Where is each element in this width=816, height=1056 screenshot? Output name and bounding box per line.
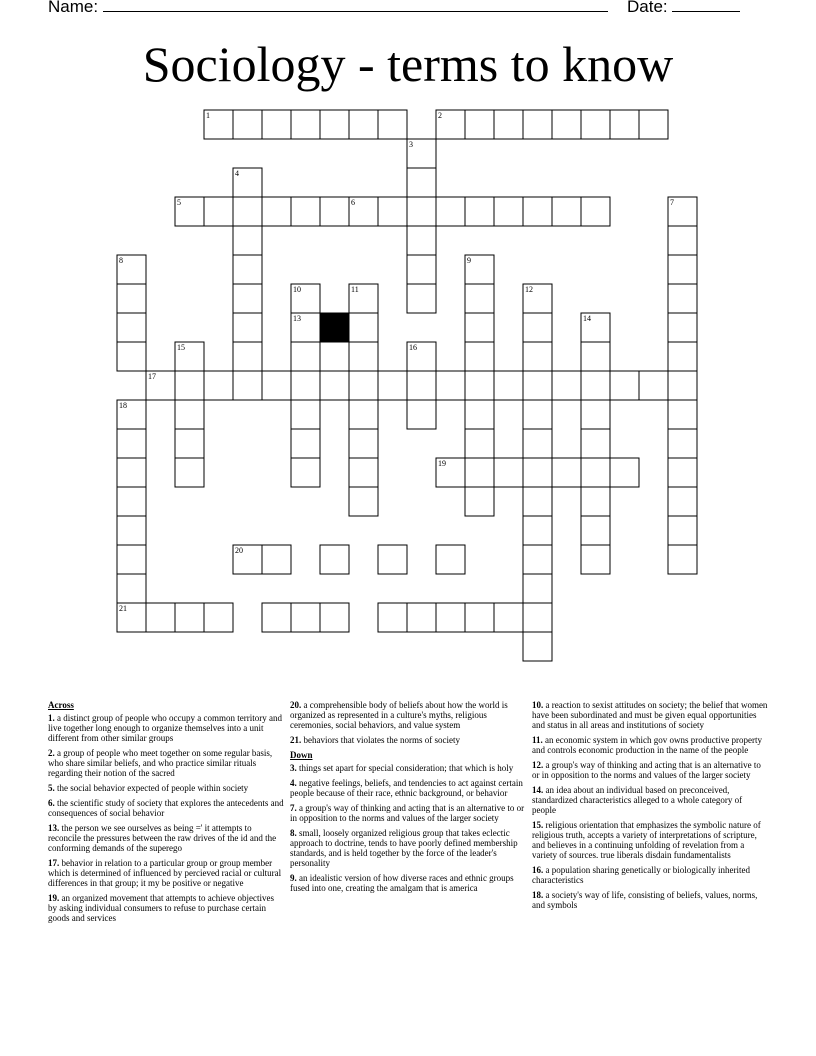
clue-text: a group of people who meet together on some regular basis, who share similar beliefs, and who practice similar rituals regarding their notion of the sacred [48,748,273,778]
clue-item [290,735,526,745]
grid-cell[interactable] [465,487,494,516]
clue-text: the social behavior expected of people within society [54,783,249,793]
grid-cell[interactable] [291,342,320,371]
clue-number-label: 4 [235,169,239,178]
clue-number: 5. [48,783,55,793]
clue-text: a group's way of thinking and acting that is an alternative to or in opposition to the norms and values of the larger society [290,803,525,823]
grid-cell[interactable] [233,313,262,342]
clue-number-label: 9 [467,256,471,265]
grid-cell[interactable] [407,603,436,632]
clue-number-label: 21 [119,604,127,613]
clue-item [48,893,284,923]
grid-cell[interactable] [465,429,494,458]
grid-cell[interactable] [523,545,552,574]
grid-cell[interactable] [523,574,552,603]
grid-cell[interactable] [668,226,697,255]
clue-item [290,778,526,798]
clue-item [290,828,526,868]
clue-text: things set apart for special consideration; that which is holy [296,763,514,773]
clue-item [532,865,768,885]
grid-cell[interactable] [320,545,349,574]
grid-cell[interactable] [233,110,262,139]
clue-item [532,735,768,755]
clue-number-label: 13 [293,314,301,323]
clue-text: behavior in relation to a particular group or group member which is determined of influenced by percieved racial or cultural differences in that group; it my be positive or negative [48,858,282,888]
grid-cell[interactable] [233,284,262,313]
grid-cell[interactable] [494,110,523,139]
clue-text: negative feelings, beliefs, and tendencies to act against certain people because of their race, ethnic background, or behavior [290,778,523,798]
grid-cell[interactable] [349,371,378,400]
clue-number-label: 2 [438,111,442,120]
grid-cell[interactable] [465,400,494,429]
grid-cell[interactable] [175,429,204,458]
clue-number: 14. [532,785,544,795]
clue-number-label: 1 [206,111,210,120]
grid-cell[interactable] [175,603,204,632]
clue-number-label: 5 [177,198,181,207]
grid-cell[interactable] [291,400,320,429]
grid-cell[interactable] [523,342,552,371]
grid-cell[interactable] [291,603,320,632]
grid-cell[interactable] [465,342,494,371]
clue-number: 17. [48,858,60,868]
clue-number: 4. [290,778,297,788]
grid-cell[interactable] [262,110,291,139]
grid-cell[interactable] [552,197,581,226]
clue-number-label: 17 [148,372,156,381]
grid-cell[interactable] [320,110,349,139]
clue-number: 21. [290,735,302,745]
clue-text: a population sharing genetically or biologically inherited characteristics [532,865,750,885]
grid-cell[interactable] [436,545,465,574]
grid-cell[interactable] [668,487,697,516]
name-label: Name: [48,0,99,16]
grid-cell[interactable] [349,429,378,458]
grid-cell[interactable] [204,603,233,632]
grid-cell[interactable] [610,371,639,400]
clue-text: an idealistic version of how diverse races and ethnic groups fused into one, creating the amalgam that is america [290,873,514,893]
grid-cell[interactable] [407,255,436,284]
grid-cell[interactable] [320,371,349,400]
grid-cell[interactable] [523,110,552,139]
clue-number: 1. [48,713,55,723]
grid-cell[interactable] [465,458,494,487]
clue-number-label: 20 [235,546,243,555]
clue-item [532,890,768,910]
grid-cell[interactable] [581,400,610,429]
grid-cell[interactable] [117,313,146,342]
grid-cell[interactable] [117,516,146,545]
clue-item [290,803,526,823]
grid-cell[interactable] [291,110,320,139]
grid-cell[interactable] [465,284,494,313]
grid-cell[interactable] [378,545,407,574]
clue-number: 18. [532,890,544,900]
grid-cell[interactable] [523,197,552,226]
grid-cell[interactable] [581,458,610,487]
grid-cell[interactable] [117,574,146,603]
grid-cell[interactable] [233,255,262,284]
grid-cell[interactable] [407,226,436,255]
grid-cell[interactable] [291,371,320,400]
grid-cell[interactable] [494,458,523,487]
clue-number: 12. [532,760,544,770]
across-heading: Across [48,700,74,710]
grid-cell[interactable] [407,168,436,197]
grid-cell[interactable] [175,371,204,400]
grid-cell[interactable] [378,371,407,400]
clue-item [48,823,284,853]
grid-cell[interactable] [581,487,610,516]
grid-cell[interactable] [349,313,378,342]
grid-cell[interactable] [639,371,668,400]
grid-cell[interactable] [233,197,262,226]
clue-text: a group's way of thinking and acting that is an alternative to or in opposition to the norms and values of the larger society [532,760,761,780]
grid-cell[interactable] [204,197,233,226]
clue-text: an economic system in which gov owns productive property and controls economic production in the name of the people [532,735,762,755]
grid-cell[interactable] [175,458,204,487]
grid-cell[interactable] [117,284,146,313]
grid-cell[interactable] [291,197,320,226]
clue-text: an idea about an individual based on preconceived, standardized characteristics alleged to a whole category of people [532,785,743,815]
clue-number-label: 10 [293,285,301,294]
clue-text: religious orientation that emphasizes the symbolic nature of religious truth, accepts a variety of interpretations of scripture, and believes in a continuing unfolding of revelation from a variety of sources. true liberals disdain fundamentalists [532,820,761,860]
grid-cell[interactable] [581,110,610,139]
grid-cell[interactable] [117,429,146,458]
date-label: Date: [627,0,668,16]
grid-cell[interactable] [552,458,581,487]
grid-cell[interactable] [291,458,320,487]
grid-cell[interactable] [523,603,552,632]
grid-cell[interactable] [407,197,436,226]
clue-item [48,798,284,818]
grid-cell[interactable] [668,545,697,574]
grid-cell[interactable] [117,458,146,487]
clue-number: 15. [532,820,544,830]
grid-cell[interactable] [407,371,436,400]
clue-number: 2. [48,748,55,758]
grid-cell[interactable] [668,429,697,458]
clue-number-label: 11 [351,285,359,294]
clue-number: 11. [532,735,543,745]
grid-cell[interactable] [668,458,697,487]
grid-cell[interactable] [668,516,697,545]
clue-item [48,858,284,888]
grid-cell[interactable] [523,632,552,661]
grid-cell[interactable] [581,342,610,371]
grid-cell[interactable] [175,400,204,429]
clue-number: 6. [48,798,55,808]
clue-number: 20. [290,700,302,710]
grid-cell[interactable] [262,603,291,632]
grid-black-cell [320,313,349,342]
clue-number: 13. [48,823,60,833]
grid-cell[interactable] [233,226,262,255]
clue-number: 10. [532,700,544,710]
grid-cell[interactable] [349,458,378,487]
grid-cell[interactable] [523,487,552,516]
clue-number-label: 6 [351,198,355,207]
grid-cell[interactable] [436,603,465,632]
clue-item [532,820,768,860]
grid-cell[interactable] [668,284,697,313]
clue-item [532,700,768,730]
grid-cell[interactable] [581,429,610,458]
grid-cell[interactable] [146,603,175,632]
grid-cell[interactable] [407,284,436,313]
grid-cell[interactable] [668,342,697,371]
clue-text: a society's way of life, consisting of beliefs, values, norms, and symbols [532,890,758,910]
grid-cell[interactable] [668,255,697,284]
grid-cell[interactable] [233,342,262,371]
grid-cell[interactable] [639,110,668,139]
grid-cell[interactable] [610,458,639,487]
grid-cell[interactable] [523,400,552,429]
grid-cell[interactable] [523,429,552,458]
grid-cell[interactable] [581,197,610,226]
grid-cell[interactable] [407,400,436,429]
grid-cell[interactable] [204,371,233,400]
grid-cell[interactable] [436,371,465,400]
grid-cell[interactable] [378,197,407,226]
grid-cell[interactable] [291,429,320,458]
grid-cell[interactable] [523,371,552,400]
clue-number: 9. [290,873,297,883]
grid-cell[interactable] [436,197,465,226]
grid-cell[interactable] [465,313,494,342]
page-title: Sociology - terms to know [142,36,674,92]
clue-item [290,700,526,730]
clue-number-label: 16 [409,343,417,352]
clue-item [532,760,768,780]
clue-text: the scientific study of society that explores the antecedents and consequences of social behavior [48,798,284,818]
grid-cell[interactable] [494,197,523,226]
clue-number-label: 8 [119,256,123,265]
grid-cell[interactable] [523,516,552,545]
clue-number: 8. [290,828,297,838]
grid-cell[interactable] [320,603,349,632]
grid-cell[interactable] [349,487,378,516]
grid-cell[interactable] [552,371,581,400]
grid-cell[interactable] [523,313,552,342]
clue-number-label: 19 [438,459,446,468]
clue-text: a comprehensible body of beliefs about how the world is organized as represented in a culture's myths, religious ceremonies, social behaviors, and value system [290,700,508,730]
grid-cell[interactable] [117,342,146,371]
clue-number-label: 12 [525,285,533,294]
clue-number-label: 14 [583,314,591,323]
grid-cell[interactable] [233,371,262,400]
clue-item [48,783,284,793]
clue-item [290,873,526,893]
down-heading: Down [290,750,313,760]
grid-cell[interactable] [494,371,523,400]
clue-item [48,713,284,743]
grid-cell[interactable] [117,487,146,516]
grid-cell[interactable] [378,603,407,632]
clue-text: an organized movement that attempts to achieve objectives by asking individual consumers to refuse to purchase certain goods and services [48,893,275,923]
grid-cell[interactable] [349,342,378,371]
clue-column-2 [290,700,526,898]
clue-item [532,785,768,815]
grid-cell[interactable] [610,110,639,139]
grid-cell[interactable] [523,458,552,487]
clue-text: behaviors that violates the norms of society [301,735,460,745]
clue-item [48,748,284,778]
grid-cell[interactable] [262,545,291,574]
grid-cell[interactable] [581,516,610,545]
grid-cell[interactable] [378,110,407,139]
clue-number-label: 3 [409,140,413,149]
grid-cell[interactable] [262,371,291,400]
clue-text: the person we see ourselves as being =' it attempts to reconcile the pressures between the raw drives of the id and the conforming demands of the superego [48,823,277,853]
clue-number-label: 15 [177,343,185,352]
grid-cell[interactable] [668,371,697,400]
grid-cell[interactable] [349,110,378,139]
grid-cell[interactable] [465,110,494,139]
grid-cell[interactable] [465,603,494,632]
grid-cell[interactable] [117,545,146,574]
clue-number-label: 7 [670,198,674,207]
clue-number: 3. [290,763,297,773]
grid-cell[interactable] [552,110,581,139]
clue-text: small, loosely organized religious group that takes eclectic approach to doctrine, tends to have poorly defined membership standards, and is held together by the force of the leader's personality [290,828,518,868]
clue-text: a reaction to sexist attitudes on society; the belief that women have been subordinated and must be given equal opportunities and status in all areas and institutions of society [532,700,768,730]
grid-cell[interactable] [581,545,610,574]
clue-number: 16. [532,865,544,875]
grid-cell[interactable] [349,400,378,429]
grid-cell[interactable] [668,400,697,429]
clue-column-1 [48,700,284,928]
grid-cell[interactable] [668,313,697,342]
grid-cell[interactable] [320,197,349,226]
clue-text: a distinct group of people who occupy a common territory and live together long enough to organize themselves into a unit different from other similar groups [48,713,282,743]
clue-item [290,763,526,773]
clue-number: 7. [290,803,297,813]
grid-cell[interactable] [465,371,494,400]
clue-number: 19. [48,893,60,903]
grid-cell[interactable] [465,197,494,226]
clue-number-label: 18 [119,401,127,410]
clue-column-3 [532,700,768,915]
grid-cell[interactable] [581,371,610,400]
grid-cell[interactable] [494,603,523,632]
grid-cell[interactable] [262,197,291,226]
